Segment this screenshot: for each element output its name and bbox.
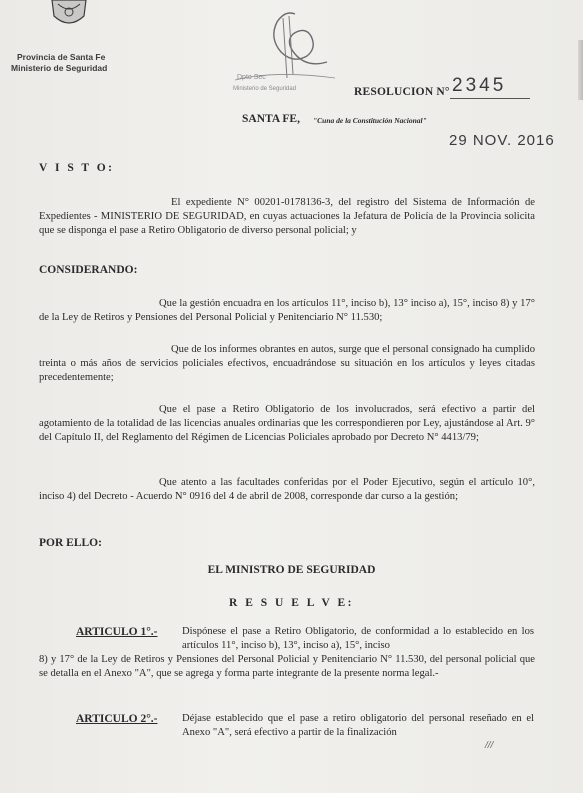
provincial-seal-icon xyxy=(48,0,90,28)
visto-text: El expediente N° 00201-0178136-3, del registro del Sistema de Información de Expedientes - MINISTERIO DE SEGURIDAD, en cuyas actuaciones la Jefatura de Policía de la Provincia solicita que se disponga el pase a Retiro Obligatorio de diverso personal policial; y xyxy=(39,197,535,236)
considerando-paragraph-2: Que de los informes obrantes en autos, surge que el personal consignado ha cumplido treinta o más años de servicios policiales efectivos, encuadrándose su situación en los artículos y leyes citadas precedentemente; xyxy=(39,344,535,383)
resolution-label: RESOLUCION N° xyxy=(354,86,450,98)
articulo-1-label xyxy=(76,625,176,640)
articulo-2-text: Déjase establecido que el pase a retiro obligatorio del personal reseñado en el Anexo "A", será efectivo a partir de la finalización xyxy=(182,713,534,738)
articulo-1-text-a: Dispónese el pase a Retiro Obligatorio, de conformidad a lo establecido en los artículos 11°, inciso b), 13°, inciso a), 15°, inciso xyxy=(182,626,534,651)
articulo-2-label-text: ARTICULO 2°.- xyxy=(76,713,158,725)
considerando-heading: CONSIDERANDO: xyxy=(39,264,138,276)
stamp-line-1: Dpto Sec xyxy=(237,74,266,81)
considerando-paragraph-1: Que la gestión encuadra en los artículos 11°, inciso b), 13° inciso a), 15°, inciso 8) y 17° de la Ley de Retiros y Pensiones del Personal Policial y Penitenciario N° 11.530; xyxy=(39,298,535,323)
resolution-underline xyxy=(450,98,530,99)
page-edge xyxy=(578,40,583,100)
city-name: SANTA FE, xyxy=(242,113,300,125)
province-name: Provincia de Santa Fe xyxy=(17,52,106,62)
city-motto: "Cuna de la Constitución Nacional" xyxy=(313,116,427,125)
articulo-1-label-text: ARTICULO 1°.- xyxy=(76,626,158,638)
por-ello-heading: POR ELLO: xyxy=(39,537,102,549)
resolution-date: 29 NOV. 2016 xyxy=(449,132,555,149)
resuelve-heading: R E S U E L V E: xyxy=(229,597,354,609)
visto-heading: V I S T O: xyxy=(39,162,115,174)
resolution-number: 2345 xyxy=(452,75,507,96)
considerando-paragraph-4: Que atento a las facultades conferidas por el Poder Ejecutivo, según el artículo 10°, inciso 4) del Decreto - Acuerdo N° 0916 del 4 de abril de 2008, corresponde dar curso a la gestión; xyxy=(39,477,535,502)
minister-title: EL MINISTRO DE SEGURIDAD xyxy=(207,564,376,576)
articulo-2-label xyxy=(76,712,176,727)
articulo-1-text-b: 8) y 17° de la Ley de Retiros y Pensiones del Personal Policial y Penitenciario N° 11.530, del personal policial que se detalla en el Anexo "A", que se agrega y forma parte integrante de la presente norma legal.- xyxy=(39,654,535,679)
considerando-paragraph-3: Que el pase a Retiro Obligatorio de los involucrados, será efectivo a partir del agotamiento de la totalidad de las licencias anuales ordinarias que les correspondieren por Ley, ajustándose al Art. 9° del Capítulo II, del Reglamento del Régimen de Licencias Policiales aprobado por Decreto N° 4413/79; xyxy=(39,404,535,443)
ministry-name: Ministerio de Seguridad xyxy=(11,63,108,73)
continuation-mark: /// xyxy=(485,740,494,751)
stamp-line-2: Ministerio de Seguridad xyxy=(233,86,297,92)
signature-stamp xyxy=(215,8,350,108)
